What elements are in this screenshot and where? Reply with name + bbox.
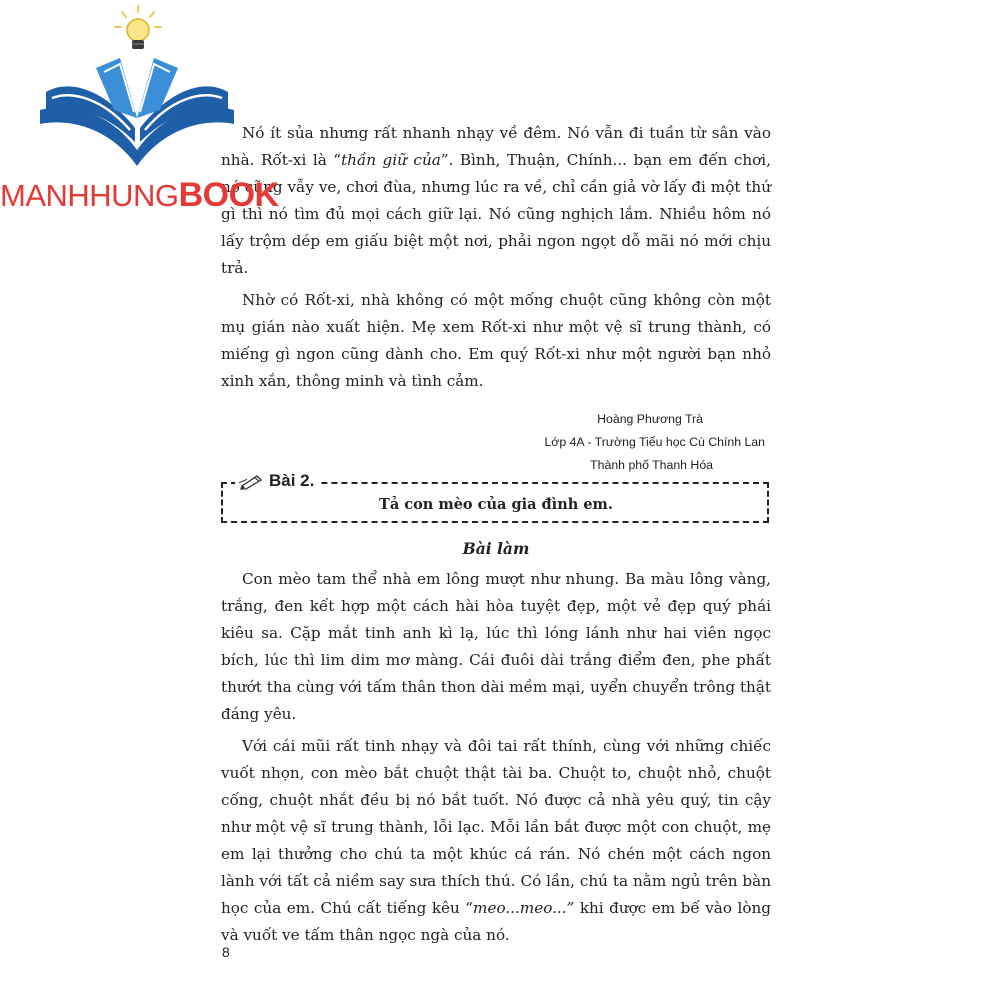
author-city: Thành phố Thanh Hóa [590, 458, 713, 472]
paragraph-text: Với cái mũi rất tinh nhạy và đôi tai rất thính, cùng với những chiếc vuốt nhọn, con mèo bắt chuột thật tài ba. Chuột to, chuột nhỏ, chuột cống, chuột nhắt đều bị nó bắt tuốt. Nó được cả nhà yêu quý, tin cậy như một vệ sĩ trung thành, lỗi lạc. Mỗi lần bắt được một con chuột, mẹ em lại thưởng cho chú ta một khúc cá rán. Nó chén một cách ngon lành với tất cả niềm say sưa thích thú. Có lần, chú ta nằm ngủ trên bàn học của em. Chú cất tiếng kêu [221, 737, 771, 917]
emphasis-text: “meo...meo...” [465, 899, 575, 917]
lightbulb-icon [115, 6, 161, 49]
exercise-task: Tả con mèo của gia đình em. [379, 496, 613, 513]
author-signature [221, 408, 771, 477]
pencil-icon [239, 472, 265, 490]
exercise-number: Bài 2. [269, 471, 315, 490]
paragraph: Con mèo tam thể nhà em lông mượt như nhung. Ba màu lông vàng, trắng, đen kết hợp một cách hài hòa tuyệt đẹp, một vẻ đẹp quý phái kiêu sa. Cặp mắt tinh anh kì lạ, lúc thì lóng lánh như hai viên ngọc bích, lúc thì lim dim mơ màng. Cái đuôi dài trắng điểm đen, phe phất thướt tha cùng với tấm thân thon dài mềm mại, uyển chuyển trông thật đáng yêu. [221, 570, 771, 723]
essay-section-2 [221, 566, 771, 949]
paragraph [221, 733, 771, 949]
brand-part-2: BOOK [178, 176, 279, 214]
exercise-box [221, 470, 771, 525]
author-school: Lớp 4A - Trường Tiểu học Cù Chính Lan [544, 435, 765, 449]
emphasis-text: thần giữ của [341, 151, 441, 169]
exercise-label [235, 470, 320, 492]
answer-heading: Bài làm [462, 539, 530, 558]
author-name: Hoàng Phương Trà [597, 412, 703, 426]
paragraph-text: khi được em bế vào lòng và vuốt ve tấm thân ngọc ngà của nó. [221, 899, 771, 944]
paragraph [221, 120, 771, 282]
paragraph-text: Nó ít sủa nhưng rất nhanh nhạy về đêm. Nó vẫn đi tuần từ sân vào nhà. Rốt-xi là “ [221, 124, 771, 169]
paragraph: Nhờ có Rốt-xi, nhà không có một mống chuột cũng không còn một mụ gián nào xuất hiện. Mẹ xem Rốt-xi như một vệ sĩ trung thành, có miếng gì ngon cũng dành cho. Em quý Rốt-xi như một người bạn nhỏ xinh xắn, thông minh và tình cảm. [221, 291, 771, 390]
page-number: 8 [222, 944, 230, 960]
brand-part-1: MANHHUNG [0, 178, 179, 213]
paragraph-text: ”. Bình, Thuận, Chính... bạn em đến chơi, nó cũng vẫy ve, chơi đùa, nhưng lúc ra về, chỉ cần giả vờ lấy đi một thứ gì thì nó tìm đủ mọi cách giữ lại. Nó cũng nghịch lắm. Nhiều hôm nó lấy trộm dép em giấu biệt một nơi, phải ngon ngọt dỗ mãi nó mới chịu trả. [221, 151, 771, 277]
brand-name [0, 178, 279, 212]
watermark-logo [0, 0, 290, 220]
essay-section-1 [221, 120, 771, 477]
